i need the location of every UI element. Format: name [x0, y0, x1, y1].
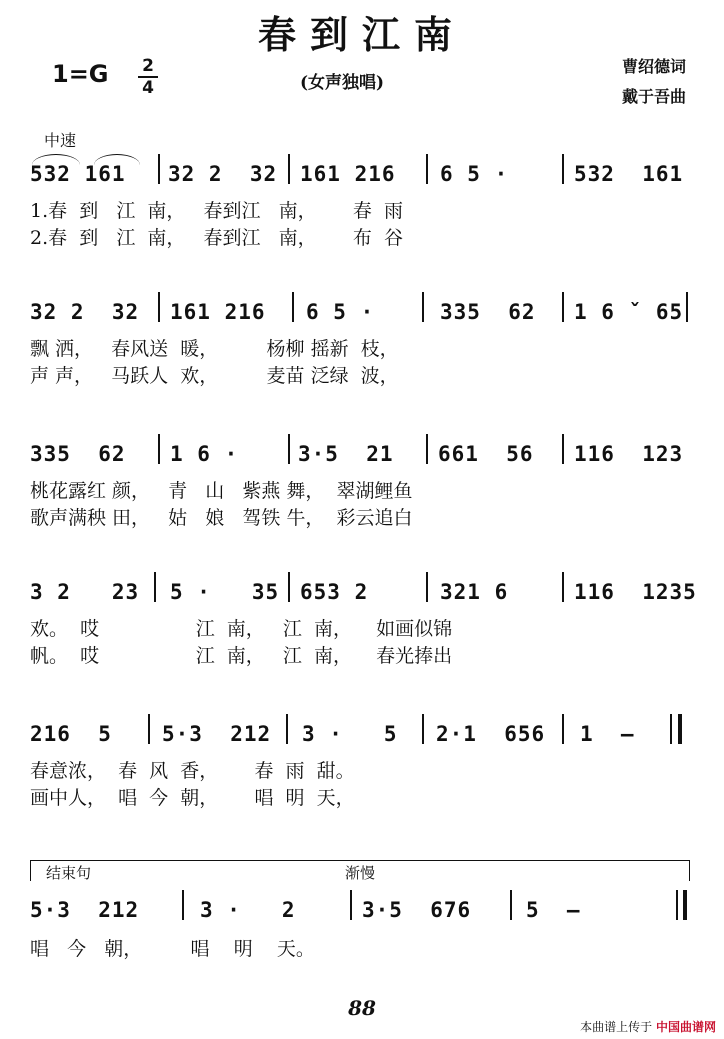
- score-system-2: [30, 288, 690, 388]
- score-system-1: [30, 150, 690, 250]
- measure-3: 6 5 ·: [306, 300, 375, 324]
- lyric-verse-2: 歌声满秧 田， 姑 娘 驾铁 牛， 彩云追白: [30, 507, 413, 529]
- footer-brand: 中国曲谱网: [655, 1020, 716, 1034]
- measure-5: 1 –: [580, 722, 635, 746]
- lyric-verse-1: 春意浓， 春 风 香， 春 雨 甜。: [30, 760, 355, 782]
- key-signature: 1=G: [52, 60, 109, 88]
- measure-4: 321 6: [440, 580, 509, 604]
- lyric-verse-1: 桃花露红 颜， 青 山 紫燕 舞， 翠湖鲤鱼: [30, 480, 413, 502]
- footer-text: 本曲谱上传于: [580, 1020, 653, 1034]
- measure-2: 161 216: [170, 300, 266, 324]
- measure-3: 3·5 21: [298, 442, 394, 466]
- lyric-verse-1: 欢。 哎 江 南， 江 南， 如画似锦: [30, 618, 453, 640]
- measure-4: 6 5 ·: [440, 162, 509, 186]
- measure-5: 532 161: [574, 162, 684, 186]
- lyricist-credit: 曹绍德词: [621, 57, 686, 76]
- footer-credit: [580, 1018, 716, 1035]
- measure-5: 116 1235: [574, 580, 697, 604]
- measure-1: 32 2 32: [30, 300, 140, 324]
- ending-label: 结束句: [46, 864, 92, 882]
- measure-1: 3 2 23: [30, 580, 140, 604]
- lyric-verse-2: 画中人， 唱 今 朝， 唱 明 天，: [30, 787, 355, 809]
- tempo-marking: 中速: [44, 131, 77, 150]
- time-signature-top: 2: [142, 56, 154, 76]
- time-signature-bottom: 4: [138, 76, 158, 98]
- lyric-verse-1: 飘 洒， 春风送 暖， 杨柳 摇新 枝，: [30, 338, 399, 360]
- composer-credit: 戴于吾曲: [621, 87, 686, 106]
- measure-1: 335 62: [30, 442, 126, 466]
- measure-4: 335 62: [440, 300, 536, 324]
- notation-row: [30, 568, 697, 604]
- lyric-verse-2: 声 声， 马跃人 欢， 麦苗 泛绿 波，: [30, 365, 399, 387]
- measure-4: 2·1 656: [436, 722, 546, 746]
- measure-5: 1 6 ˇ 65: [574, 300, 684, 324]
- measure-3: 3 · 5: [302, 722, 398, 746]
- lyric-verse-2: 2.春 到 江 南， 春到江 南， 布 谷: [30, 227, 403, 249]
- measure-3: 653 2: [300, 580, 369, 604]
- score-system-4: [30, 568, 697, 668]
- measure-3: 3·5 676: [362, 898, 472, 922]
- measure-1: 532 161: [30, 162, 126, 186]
- measure-2: 32 2 32: [168, 162, 278, 186]
- measure-3: 161 216: [300, 162, 396, 186]
- time-signature: [138, 56, 158, 98]
- page-number: 88: [348, 996, 376, 1020]
- measure-4: 5 –: [526, 898, 581, 922]
- measure-2: 3 · 2: [200, 898, 296, 922]
- measure-2: 5 · 35: [170, 580, 280, 604]
- performance-note: (女声独唱): [300, 73, 385, 93]
- ritardando-marking: 渐慢: [345, 864, 376, 882]
- notation-row: [30, 430, 690, 466]
- measure-1: 216 5: [30, 722, 112, 746]
- notation-row: [30, 288, 690, 324]
- lyric-verse-1: 1.春 到 江 南， 春到江 南， 春 雨: [30, 200, 403, 222]
- measure-4: 661 56: [438, 442, 534, 466]
- notation-row: [30, 150, 690, 186]
- score-system-ending: [30, 886, 690, 961]
- lyric-ending: 唱 今 朝， 唱 明 天。: [30, 938, 315, 960]
- page-title: 春到江南: [257, 12, 466, 57]
- score-system-3: [30, 430, 690, 530]
- score-system-5: [30, 710, 690, 810]
- notation-row: [30, 710, 690, 746]
- measure-2: 5·3 212: [162, 722, 272, 746]
- measure-1: 5·3 212: [30, 898, 140, 922]
- lyric-verse-2: 帆。 哎 江 南， 江 南， 春光捧出: [30, 645, 453, 667]
- measure-2: 1 6 ·: [170, 442, 239, 466]
- notation-row: [30, 886, 690, 922]
- measure-5: 116 123: [574, 442, 684, 466]
